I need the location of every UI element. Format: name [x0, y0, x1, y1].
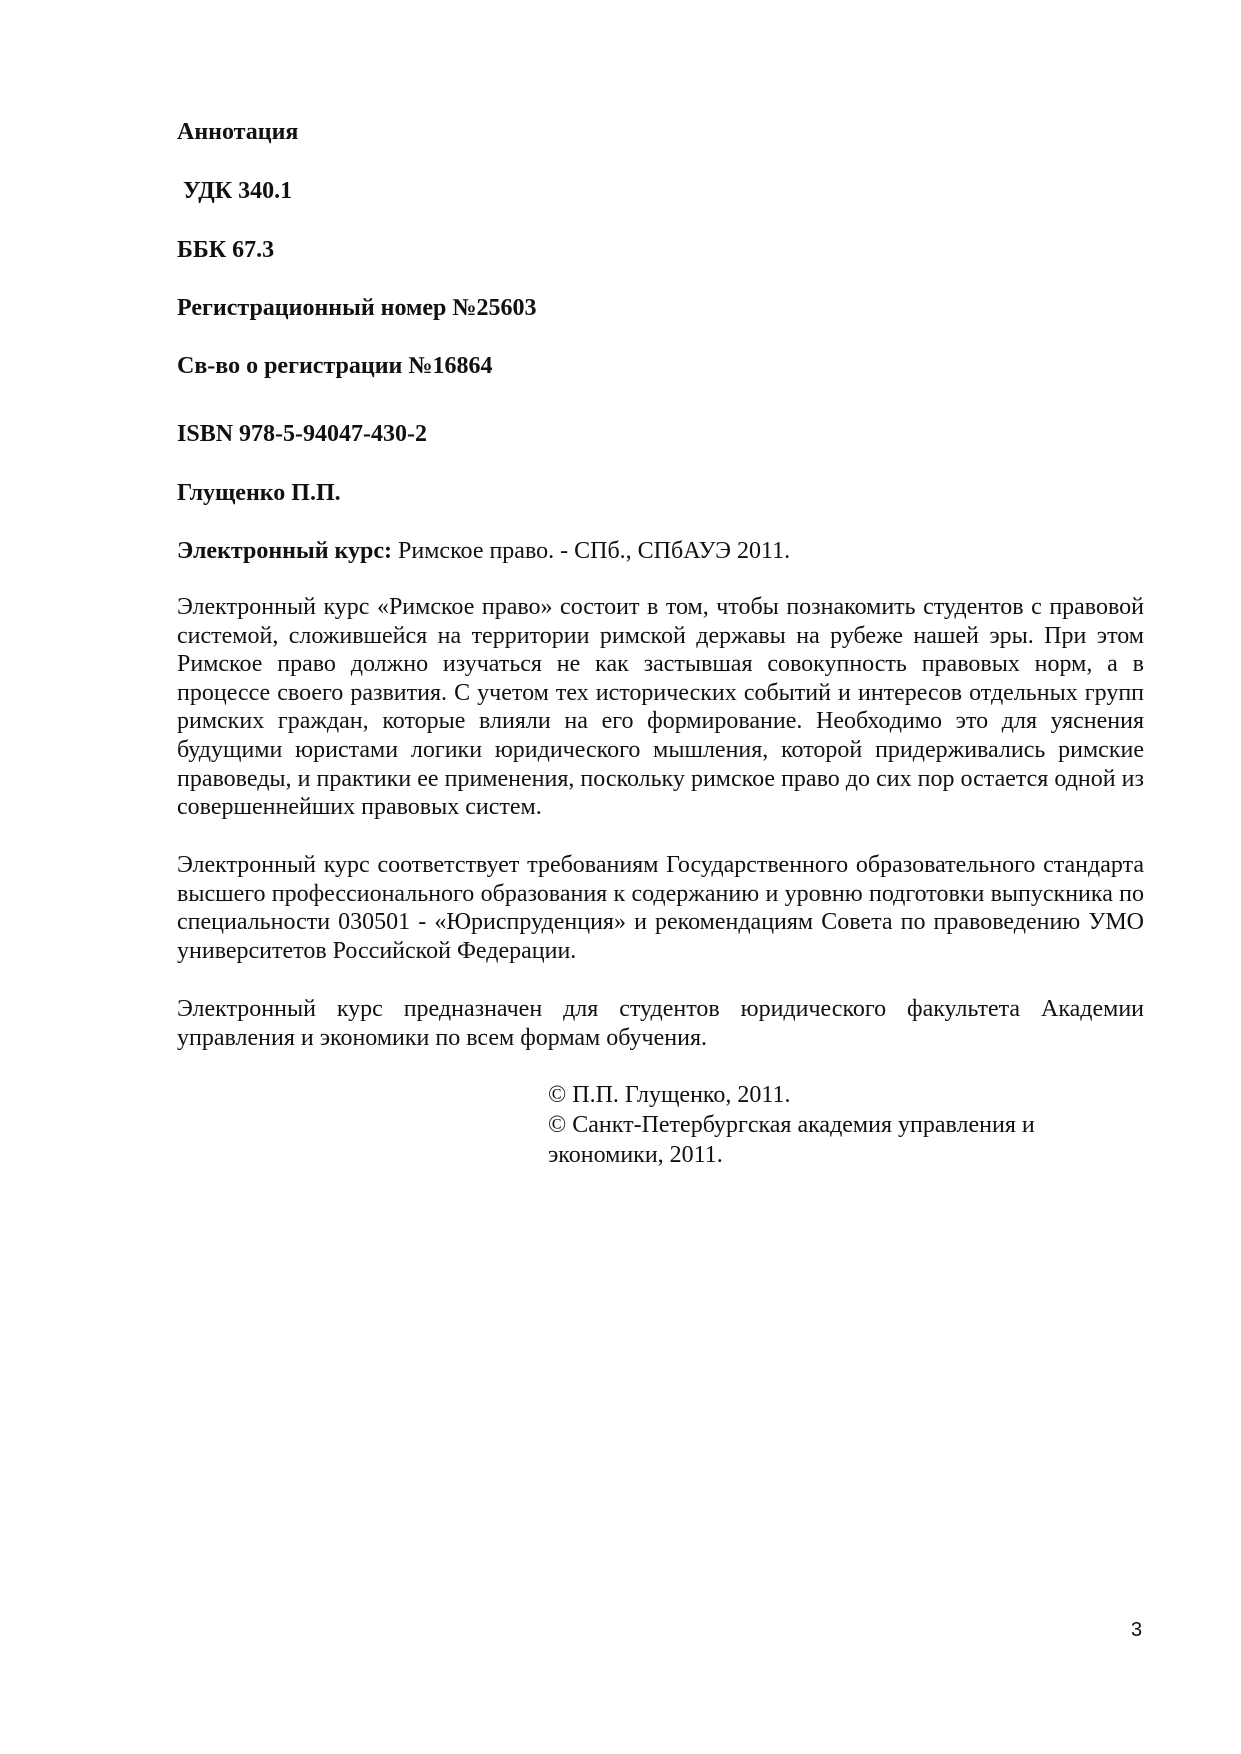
paragraph-target-audience: Электронный курс предназначен для студентов юридического факультета Академии управления и экономики по всем формам обучения. — [177, 996, 1144, 1051]
bbk-code: ББК 67.3 — [177, 237, 275, 263]
copyright-author: © П.П. Глущенко, 2011. — [548, 1082, 791, 1108]
citation — [177, 537, 790, 565]
citation-label: Электронный курс: — [177, 538, 393, 564]
paragraph-course-description: Электронный курс «Римское право» состоит в том, чтобы познакомить студентов с правовой системой, сложившейся на территории римской державы на рубеже нашей эры. При этом Римское право должно изучаться не как застывшая совокупность правовых норм, а в процессе своего развития. С учетом тех исторических событий и интересов отдельных групп римских граждан, которые влияли на его формирование. Необходимо это для уяснения будущими юристами логики юридического мышления, которой придерживались римские правоведы, и практики ее применения, поскольку римское право до сих пор остается одной из совершеннейших правовых систем. — [177, 594, 1144, 821]
annotation-heading: Аннотация — [177, 119, 299, 145]
paragraph-standard-compliance: Электронный курс соответствует требованиям Государственного образовательного стандарта высшего профессионального образования к содержанию и уровню подготовки выпускника по специальности 030501 - «Юриспруденция» и рекомендациям Совета по правоведению УМО университетов Российской Федерации. — [177, 852, 1144, 964]
registration-certificate: Св-во о регистрации №16864 — [177, 353, 493, 379]
isbn: ISBN 978-5-94047-430-2 — [177, 421, 427, 447]
copyright-academy: © Санкт-Петербургская академия управления и экономики, 2011. — [548, 1112, 1035, 1168]
citation-text: Римское право. - СПб., СПбАУЭ 2011. — [392, 538, 791, 564]
copyright-block — [548, 1080, 1088, 1170]
author-name: Глущенко П.П. — [177, 480, 341, 506]
page-number: 3 — [1131, 1619, 1143, 1641]
registration-number: Регистрационный номер №25603 — [177, 295, 537, 321]
udk-code: УДК 340.1 — [183, 178, 293, 204]
